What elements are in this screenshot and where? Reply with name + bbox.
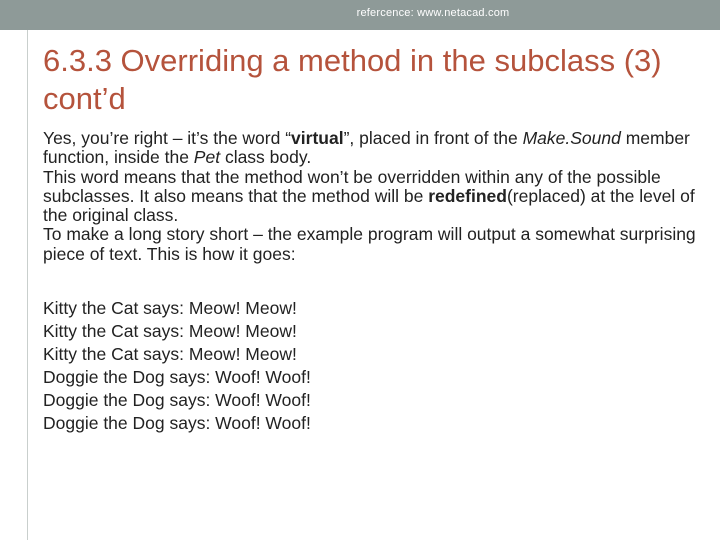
paragraph-1 [43, 129, 703, 168]
output-line: Kitty the Cat says: Meow! Meow! [43, 321, 297, 342]
p1-keyword-virtual: virtual [291, 128, 344, 148]
p2-text-a: This word means that the method won’t be overridden within any of the possible subclasses. It also means that the method will be [43, 166, 661, 206]
output-line: Doggie the Dog says: Woof! Woof! [43, 413, 311, 434]
p1-class-name: Pet [193, 147, 221, 168]
paragraph-3: To make a long story short – the example program will output a somewhat surprising piece of text. This is how it goes: [43, 224, 696, 264]
p2-text-c: (replaced) at the level of the original class. [43, 185, 695, 226]
slide-body [43, 129, 703, 435]
output-line: Kitty the Cat says: Meow! Meow! [43, 344, 297, 365]
program-output [43, 297, 703, 435]
paragraph-2 [43, 168, 703, 226]
output-line: Kitty the Cat says: Meow! Meow! [43, 298, 297, 319]
header-bar [0, 0, 720, 30]
output-line: Doggie the Dog says: Woof! Woof! [43, 367, 311, 388]
reference-text: refercence: www.netacad.com [356, 7, 510, 19]
p1-text-e: member function, inside the [43, 128, 690, 168]
spacer [43, 264, 703, 297]
p1-method-name: Make.Sound [522, 128, 621, 148]
p1-text-c: ”, placed in front of the [343, 128, 523, 148]
p2-keyword-redefined: redefined [428, 185, 507, 206]
p1-text-g: class body. [220, 147, 312, 168]
output-line: Doggie the Dog says: Woof! Woof! [43, 390, 311, 411]
left-divider [27, 30, 28, 540]
slide-title: 6.3.3 Overriding a method in the subclass (3) cont’d [43, 43, 662, 116]
p1-text-a: Yes, you’re right – it’s the word “ [43, 128, 292, 148]
